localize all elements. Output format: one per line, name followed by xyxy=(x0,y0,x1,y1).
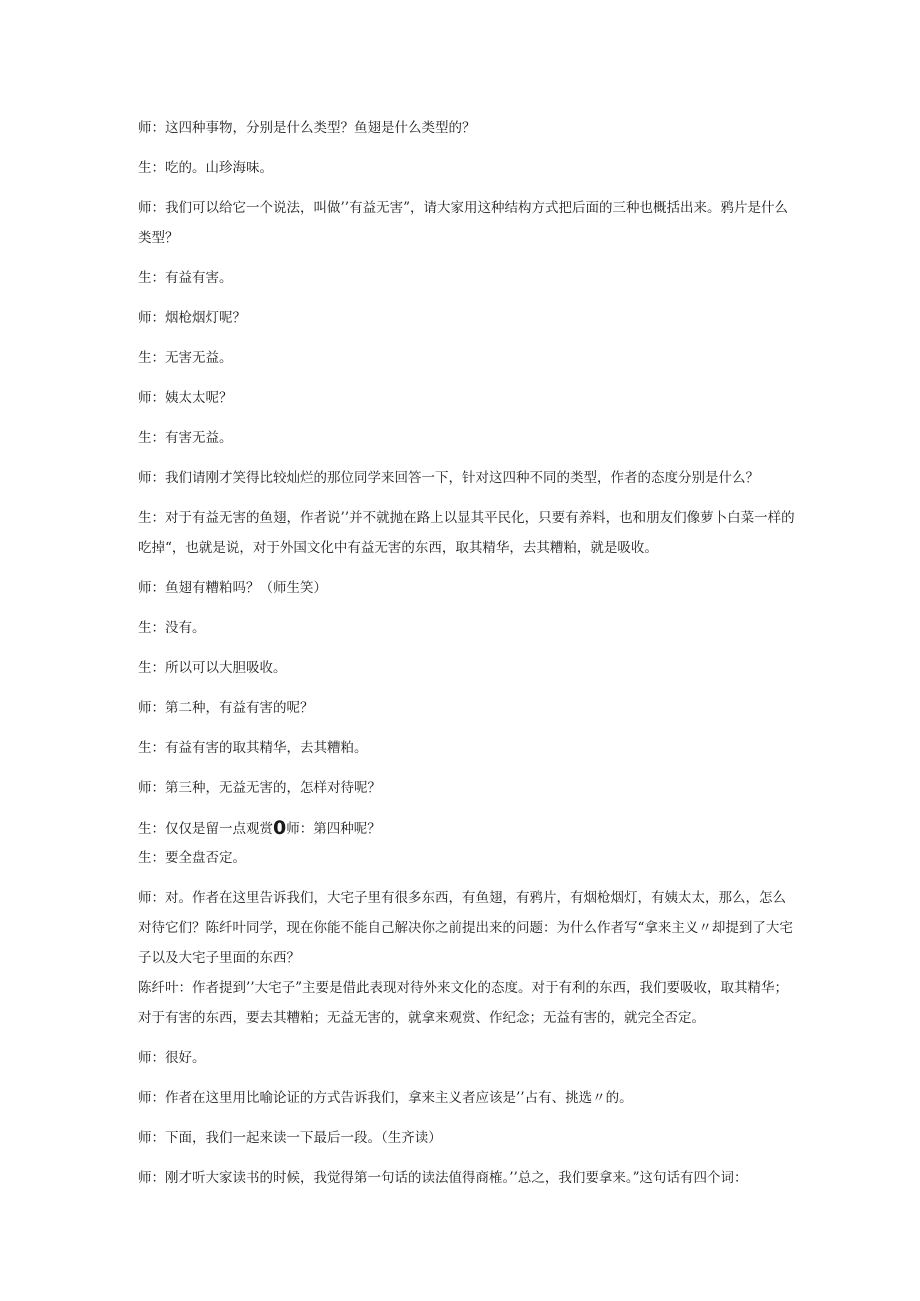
paragraph: 师：第二种，有益有害的呢？ xyxy=(138,700,314,716)
paragraph: 生：有益有害。 xyxy=(138,270,233,286)
paragraph: 生：没有。 xyxy=(138,620,206,636)
paragraph: 生：无害无益。 xyxy=(138,350,233,366)
paragraph: 师：下面，我们一起来读一下最后一段。（生齐读） xyxy=(138,1130,442,1146)
paragraph-mark: 0 xyxy=(273,817,287,839)
paragraph-text: 生：仅仅是留一点观赏 xyxy=(138,821,273,837)
paragraph: 生：吃的。山珍海味。 xyxy=(138,160,273,176)
paragraph: 生：有害无益。 xyxy=(138,430,233,446)
paragraph-text: 师：第四种呢？ xyxy=(286,821,381,837)
paragraph: 生：所以可以大胆吸收。 xyxy=(138,660,287,676)
paragraph xyxy=(138,813,798,844)
paragraph: 生：要全盘否定。 xyxy=(138,850,246,866)
paragraph: 师：第三种，无益无害的，怎样对待呢？ xyxy=(138,780,381,796)
paragraph: 陈纤叶：作者提到’’大宅子”主要是借此表现对待外来文化的态度。对于有利的东西，我们要吸收，取其精华；对于有害的东西，要去其糟粕；无益无害的，就拿来观赏、作纪念；无益有害的，就完全否定。 xyxy=(138,980,788,1026)
paragraph: 师：我们可以给它一个说法，叫做’’有益无害”，请大家用这种结构方式把后面的三种也概括出来。鸦片是什么类型？ xyxy=(138,200,788,246)
paragraph: 师：这四种事物，分别是什么类型？鱼翅是什么类型的？ xyxy=(138,120,476,136)
paragraph: 师：我们请刚才笑得比较灿烂的那位同学来回答一下，针对这四种不同的类型，作者的态度分别是什么？ xyxy=(138,470,759,486)
paragraph: 师：烟枪烟灯呢？ xyxy=(138,310,246,326)
paragraph: 师：很好。 xyxy=(138,1050,206,1066)
paragraph: 师：作者在这里用比喻论证的方式告诉我们，拿来主义者应该是’’占有、挑选〃的。 xyxy=(138,1090,633,1106)
paragraph: 师：对。作者在这里告诉我们，大宅子里有很多东西，有鱼翅，有鸦片，有烟枪烟灯，有姨太太，那么，怎么对待它们？陈纤叶同学，现在你能不能自己解决你之前提出来的问题：为什么作者写“拿来主义〃却提到了大宅子以及大宅子里面的东西？ xyxy=(138,890,793,966)
paragraph: 生：对于有益无害的鱼翅，作者说’’并不就抛在路上以显其平民化，只要有养料，也和朋友们像萝卜白菜一样的吃掉“，也就是说，对于外国文化中有益无害的东西，取其精华，去其糟粕，就是吸收。 xyxy=(138,510,795,556)
paragraph: 师：鱼翅有糟粕吗？（师生笑） xyxy=(138,580,327,596)
paragraph: 师：姨太太呢？ xyxy=(138,390,233,406)
paragraph: 生：有益有害的取其精华，去其糟粕。 xyxy=(138,740,368,756)
paragraph: 师：刚才听大家读书的时候，我觉得第一句话的读法值得商榷。’’总之，我们要拿来。”这句话有四个词： xyxy=(138,1170,748,1186)
